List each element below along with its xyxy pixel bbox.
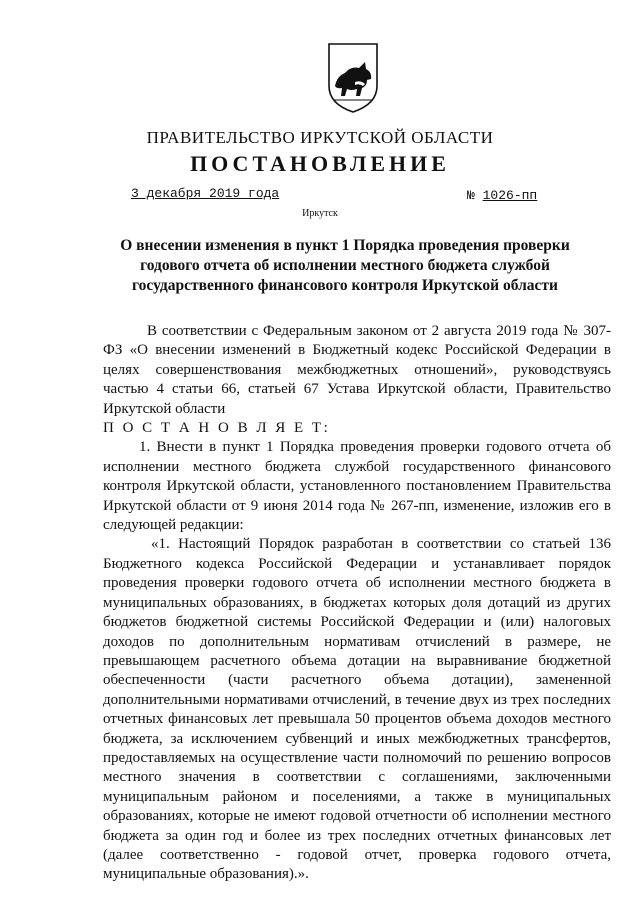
coat-of-arms-icon — [325, 42, 381, 114]
number-value: 1026-пп — [482, 188, 538, 203]
preamble-paragraph: В соответствии с Федеральным законом от 2 августа 2019 года № 307-ФЗ «О внесении изменений в Бюджетный кодекс Российской Федерации в целях совершенствования межбюджетных отношений», руководствуясь частью 4 статьи 66, статьей 67 Устава Иркутской области, Правительство Иркутской области — [103, 323, 611, 417]
date-value: 3 декабря 2019 года — [131, 186, 280, 201]
decree-word: П О С Т А Н О В Л Я Е Т: — [103, 420, 331, 437]
quoted-paragraph: «1. Настоящий Порядок разработан в соответствии со статьей 136 Бюджетного кодекса Российской Федерации и устанавливает порядок проведения проверки годового отчета об исполнении местного бюджета в муниципальных образованиях, в бюджетах которых доля дотаций из других бюджетов бюджетной системы Российской Федерации и (или) налоговых доходов по дополнительным нормативам отчислений в размере, не превышающем расчетного объема дотации на выравнивание бюджетной обеспеченности (части расчетного объема дотации), замененной дополнительными нормативами отчислений, в течение двух из трех последних отчетных финансовых лет превышала 50 процентов объема доходов местного бюджета, за исключением субвенций и иных межбюджетных трансфертов, предоставляемых на осуществление части полномочий по решению вопросов местного значения в соответствии с соглашениями, заключенными муниципальным районом и поселениями, а также в муниципальных образованиях, которые не имеют годовой отчетности об исполнении местного бюджета за один год и более из трех последних отчетных финансовых лет (далее соответственно - годовой отчет, проверка годового отчета, муниципальные образования).». — [103, 536, 611, 883]
document-city: Иркутск — [302, 208, 338, 219]
document-body — [103, 322, 611, 885]
item-1-paragraph: 1. Внести в пункт 1 Порядка проведения проверки годового отчета об исполнении местного бюджета службой государственного финансового контроля Иркутской области, установленного постановлением Правительства Иркутской области от 9 июня 2014 года № 267-пп, изменение, изложив его в следующей редакции: — [103, 439, 611, 534]
organization-name: ПРАВИТЕЛЬСТВО ИРКУТСКОЙ ОБЛАСТИ — [146, 128, 494, 147]
number-prefix: № — [467, 188, 475, 203]
document-date — [131, 186, 279, 201]
document-title: О внесении изменения в пункт 1 Порядка проведения проверки годового отчета об исполнении местного бюджета службой государственного финансового контроля Иркутской области — [120, 237, 570, 294]
document-type: ПОСТАНОВЛЕНИЕ — [190, 151, 450, 176]
document-number — [467, 188, 565, 203]
